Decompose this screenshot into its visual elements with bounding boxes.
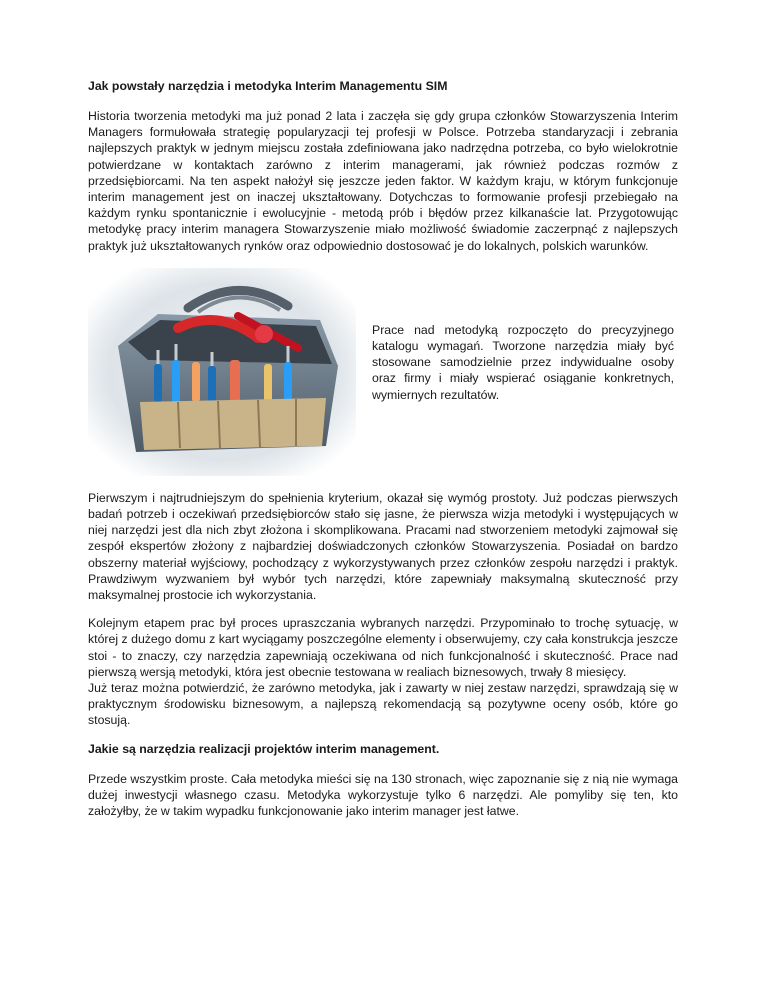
paragraph-confirmation: Już teraz można potwierdzić, że zarówno metodyka, jak i zawarty w niej zestaw narzędzi, sprawdzają się w praktycznym środowisku biznesowym, a najlepszą rekomendacją są pozytywne oceny osób, które go stosują.	[88, 681, 678, 728]
figure-caption: Prace nad metodyką rozpoczęto do precyzyjnego katalogu wymagań. Tworzone narzędzia miały być stosowane samodzielnie przez indywidualne osoby oraz firmy i miały wspierać osiąganie konkretnych, wymiernych rezultatów.	[372, 322, 674, 402]
paragraph-next-stage: Kolejnym etapem prac był proces upraszczania wybranych narzędzi. Przypominało to trochę sytuację, w której z dużego domu z kart wyciągamy poszczególne elementy i obserwujemy, czy cała konstrukcja jeszcze stoi - to znaczy, czy narzędzia zapewniają oczekiwana od nich funkcjonalność i skuteczność. Prace nad pierwszą wersją metodyki, która jest obecnie testowana w realiach biznesowych, trwały 8 miesięcy.	[88, 616, 678, 679]
section-heading-origins: Jak powstały narzędzia i metodyka Interim Managementu SIM	[88, 79, 448, 93]
paragraph-simplicity: Pierwszym i najtrudniejszym do spełnienia kryterium, okazał się wymóg prostoty. Już podczas pierwszych badań potrzeb i oczekiwań przedsiębiorców stało się jasne, że pierwsza wizja metodyki i występujących w niej narzędzi jest dla nich zbyt złożona i skomplikowana. Pracami nad stworzeniem metodyki zajmował się zespół ekspertów złożony z najbardziej doświadczonych członków Stowarzyszenia. Posiadał on bardzo obszerny materiał wyjściowy, pochodzący z wykorzystywanych przez członków zespołu narzędzi i praktyk. Prawdziwym wyzwaniem był wybór tych narzędzi, które zapewniały maksymalną skuteczność przy maksymalnej prostocie ich wykorzystania.	[88, 490, 678, 603]
toolbag-image	[88, 268, 356, 476]
document-body	[88, 78, 678, 831]
paragraph-simple-tools: Przede wszystkim proste. Cała metodyka mieści się na 130 stronach, więc zapoznanie się z nią nie wymaga dużej inwestycji własnego czasu. Metodyka wykorzystuje tylko 6 narzędzi. Ale pomyliby się ten, kto założyłby, że w takim wypadku funkcjonowanie jako interim manager jest łatwe.	[88, 771, 678, 819]
figure-row	[88, 268, 678, 476]
paragraph-history: Historia tworzenia metodyki ma już ponad 2 lata i zaczęła się gdy grupa członków Stowarzyszenia Interim Managers formułowała strategię popularyzacji tej profesji w Polsce. Potrzeba standaryzacji i zebrania najlepszych praktyk w jednym miejscu została zdefiniowana jako nadrzędna potrzeba, co było wielokrotnie potwierdzane w kontaktach zarówno z interim managerami, jak również podczas rozmów z przedsiębiorcami. Na ten aspekt nałożył się jeszcze jeden faktor. W każdym kraju, w którym funkcjonuje interim management jest on inaczej ukształtowany. Dotychczas to formowanie profesji przebiegało na każdym rynku spontanicznie i ewolucyjnie - metodą prób i błędów przez kilkanaście lat. Przygotowując metodykę pracy interim managera Stowarzyszenie miało możliwość świadomie zaczerpnąć z najlepszych praktyk już ukształtowanych rynków oraz odpowiednio dostosować je do lokalnych, polskich warunków.	[88, 109, 678, 253]
section-heading-tools: Jakie są narzędzia realizacji projektów interim management.	[88, 741, 440, 756]
